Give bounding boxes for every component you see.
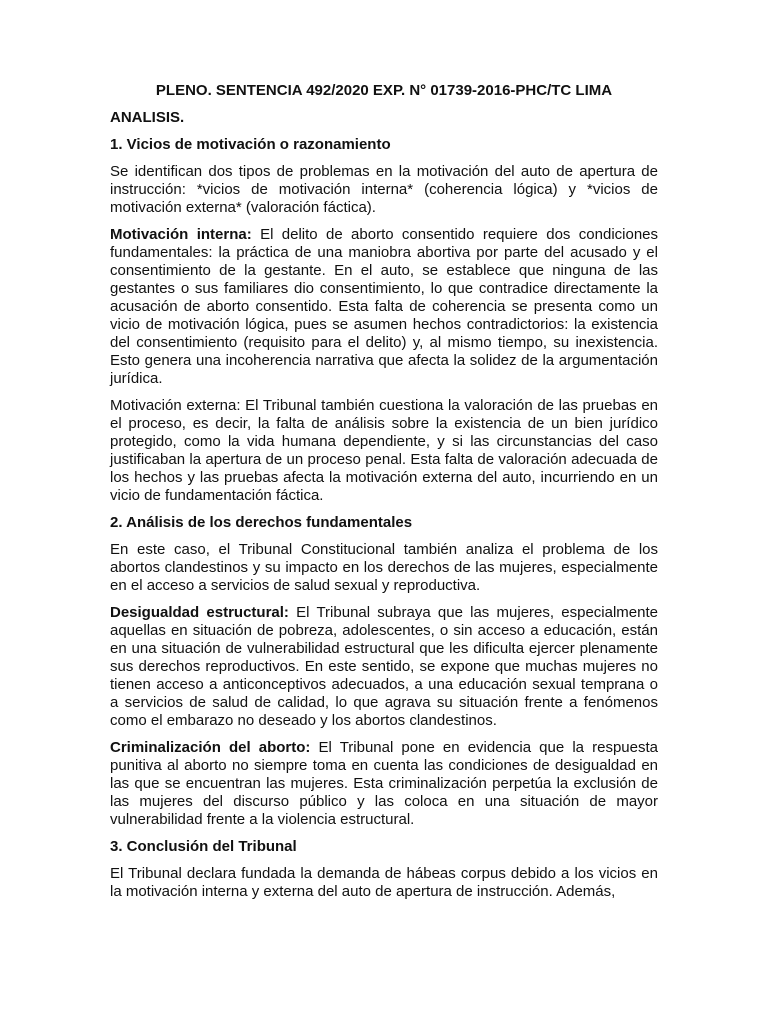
body-desigualdad-estructural: El Tribunal subraya que las mujeres, especialmente aquellas en situación de pobreza, adolescentes, o sin acceso a educación, están en una situación de vulnerabilidad estructural que les dificulta ejercer plenamente sus derechos reproductivos. En este sentido, se expone que muchas mujeres no tienen acceso a anticonceptivos adecuados, a una educación sexual temprana o a servicios de salud de calidad, lo que agrava su situación frente a fenómenos como el embarazo no deseado y los abortos clandestinos.	[110, 604, 658, 729]
paragraph-abortos-clandestinos: En este caso, el Tribunal Constitucional también analiza el problema de los abortos clandestinos y su impacto en los derechos de las mujeres, especialmente en el acceso a servicios de salud sexual y reproductiva.	[110, 541, 658, 594]
paragraph-conclusion: El Tribunal declara fundada la demanda de hábeas corpus debido a los vicios en la motivación interna y externa del auto de apertura de instrucción. Además,	[110, 865, 658, 900]
paragraph-criminalizacion	[110, 739, 658, 829]
heading-vicios-motivacion: 1. Vicios de motivación o razonamiento	[110, 136, 391, 153]
section-heading-analisis: ANALISIS.	[110, 109, 185, 126]
paragraph-tipos-problemas: Se identifican dos tipos de problemas en la motivación del auto de apertura de instrucción: *vicios de motivación interna* (coherencia lógica) y *vicios de motivación externa* (valoración fáctica).	[110, 163, 658, 216]
paragraph-motivacion-interna	[110, 226, 658, 388]
lead-motivacion-interna: Motivación interna:	[110, 226, 252, 243]
heading-conclusion: 3. Conclusión del Tribunal	[110, 838, 297, 855]
paragraph-motivacion-externa: Motivación externa: El Tribunal también cuestiona la valoración de las pruebas en el proceso, es decir, la falta de análisis sobre la existencia de un bien jurídico protegido, como la vida humana dependiente, y si las circunstancias del caso justificaban la apertura de un proceso penal. Esta falta de valoración adecuada de los hechos y las pruebas afecta la motivación externa del auto, incurriendo en un vicio de fundamentación fáctica.	[110, 397, 658, 504]
document-title: PLENO. SENTENCIA 492/2020 EXP. N° 01739-2016-PHC/TC LIMA	[155, 82, 613, 99]
body-motivacion-interna: El delito de aborto consentido requiere dos condiciones fundamentales: la práctica de una maniobra abortiva por parte del acusado y el consentimiento de la gestante. En el auto, se establece que ninguna de las gestantes o sus familiares dio consentimiento, lo que contradice directamente la acusación de aborto consentido. Esta falta de coherencia se presenta como un vicio de motivación lógica, pues se asumen hechos contradictorios: la existencia del consentimiento (requisito para el delito) y, al mismo tiempo, su inexistencia. Esto genera una incoherencia narrativa que afecta la solidez de la argumentación jurídica.	[110, 226, 659, 387]
paragraph-desigualdad-estructural	[110, 604, 658, 730]
lead-desigualdad-estructural: Desigualdad estructural:	[110, 604, 289, 621]
heading-derechos-fundamentales: 2. Análisis de los derechos fundamentales	[110, 514, 413, 531]
lead-criminalizacion: Criminalización del aborto:	[110, 739, 311, 756]
body-criminalizacion: El Tribunal pone en evidencia que la respuesta punitiva al aborto no siempre toma en cuenta las condiciones de desigualdad en las que se encuentran las mujeres. Esta criminalización perpetúa la exclusión de las mujeres del discurso público y las coloca en una situación de mayor vulnerabilidad frente a la violencia estructural.	[110, 739, 658, 828]
